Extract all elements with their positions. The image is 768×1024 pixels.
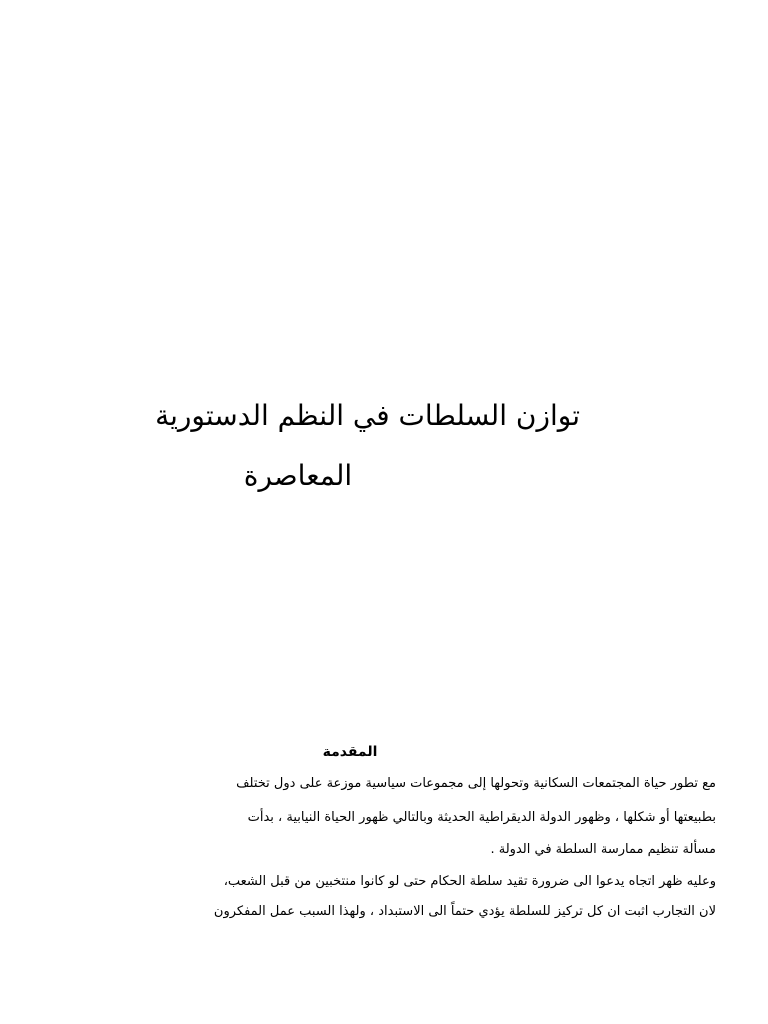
paragraph-line: بطبيعتها أو شكلها ، وظهور الدولة الديقراطية الحديثة وبالتالي ظهور الحياة النيابية ، بدأت	[247, 810, 716, 825]
paragraph-line: مع تطور حياة المجتمعات السكانية وتحولها إلى مجموعات سياسية موزعة على دول تختلف	[236, 776, 716, 791]
paragraph-line: مسألة تنظيم ممارسة السلطة في الدولة .	[490, 842, 716, 857]
document-title: توازن السلطات في النظم الدستورية	[155, 399, 580, 432]
document-title-continuation: المعاصرة	[243, 459, 353, 492]
paragraph-line: وعليه ظهر اتجاه يدعوا الى ضرورة تقيد سلطة الحكام حتى لو كانوا منتخبين من قبل الشعب،	[223, 874, 716, 889]
section-heading-introduction: المقدمة	[322, 744, 378, 760]
paragraph-line: لان التجارب اثبت ان كل تركيز للسلطة يؤدي حتماً الى الاستبداد ، ولهذا السبب عمل المفكرون	[213, 904, 716, 919]
